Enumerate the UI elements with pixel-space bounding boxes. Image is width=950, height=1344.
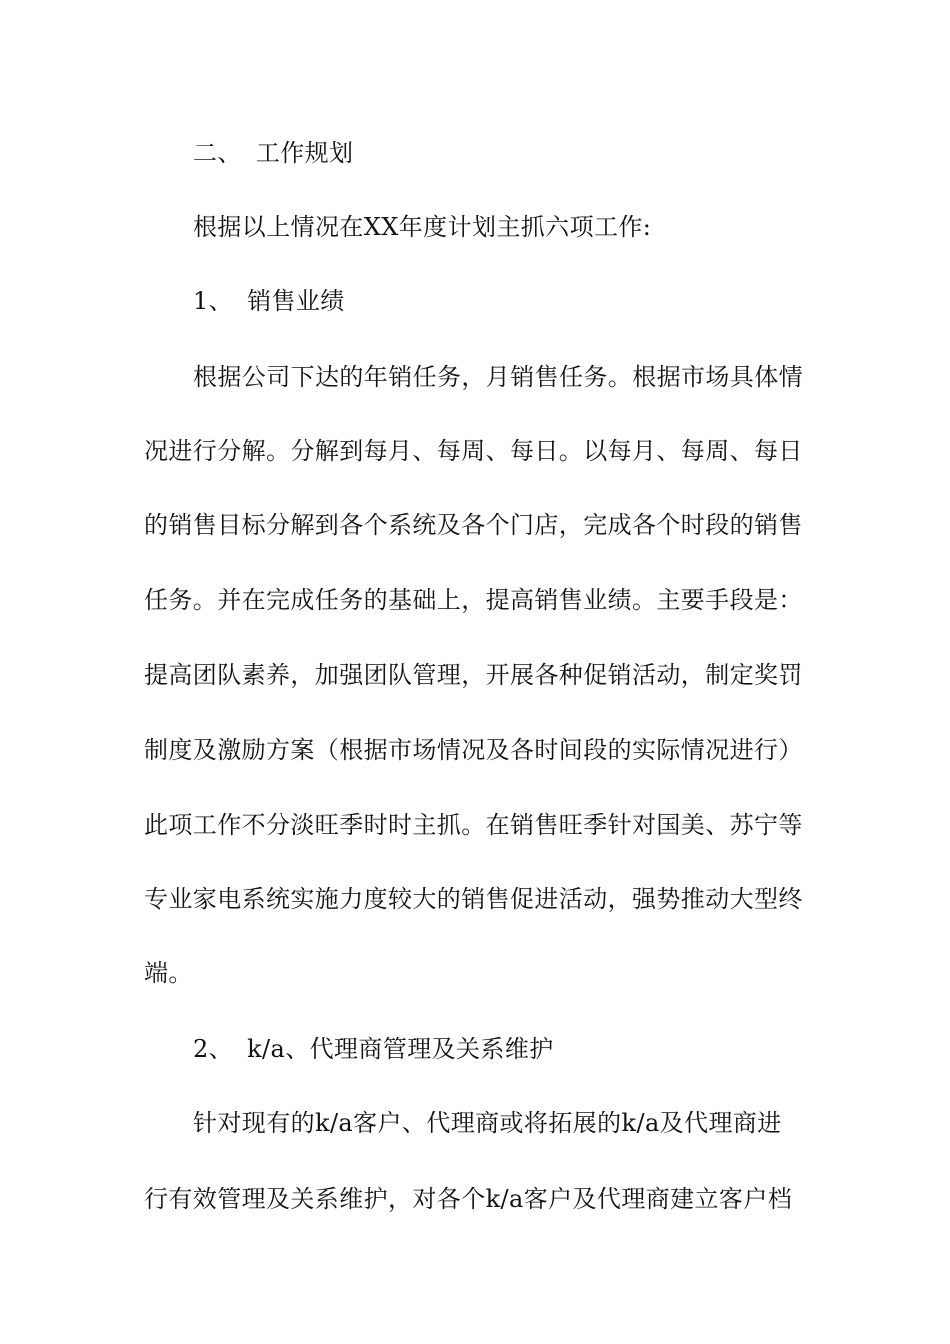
item1-line-2: 况进行分解。分解到每月、每周、每日。以每月、每周、每日 [144,437,803,465]
intro-paragraph: 根据以上情况在XX年度计划主抓六项工作: [193,213,652,241]
item1-line-5: 提高团队素养，加强团队管理，开展各种促销活动，制定奖罚 [144,661,803,689]
section-title: 工作规划 [255,139,354,167]
item2-line-2: 行有效管理及关系维护，对各个k/a客户及代理商建立客户档 [144,1185,793,1213]
section-number: 二、 [193,139,242,167]
item2-title: k/a、代理商管理及关系维护 [247,1035,554,1063]
item1-line-3: 的销售目标分解到各个系统及各个门店，完成各个时段的销售 [144,511,803,539]
item1-line-1: 根据公司下达的年销任务，月销售任务。根据市场具体情 [193,363,803,391]
item1-line-6: 制度及激励方案（根据市场情况及各时间段的实际情况进行） [144,736,803,764]
item1-line-4: 任务。并在完成任务的基础上，提高销售业绩。主要手段是： [144,586,803,614]
item2-heading [193,1034,554,1064]
item1-number: 1、 [193,287,234,315]
item1-line-7: 此项工作不分淡旺季时时主抓。在销售旺季针对国美、苏宁等 [144,811,803,839]
item1-heading [193,286,345,316]
item2-number: 2、 [193,1035,234,1063]
item1-line-9: 端。 [144,959,193,987]
section-heading [193,138,353,168]
item2-line-1: 针对现有的k/a客户、代理商或将拓展的k/a及代理商进 [193,1109,782,1137]
item1-title: 销售业绩 [247,287,345,315]
item1-line-8: 专业家电系统实施力度较大的销售促进活动，强势推动大型终 [144,885,803,913]
